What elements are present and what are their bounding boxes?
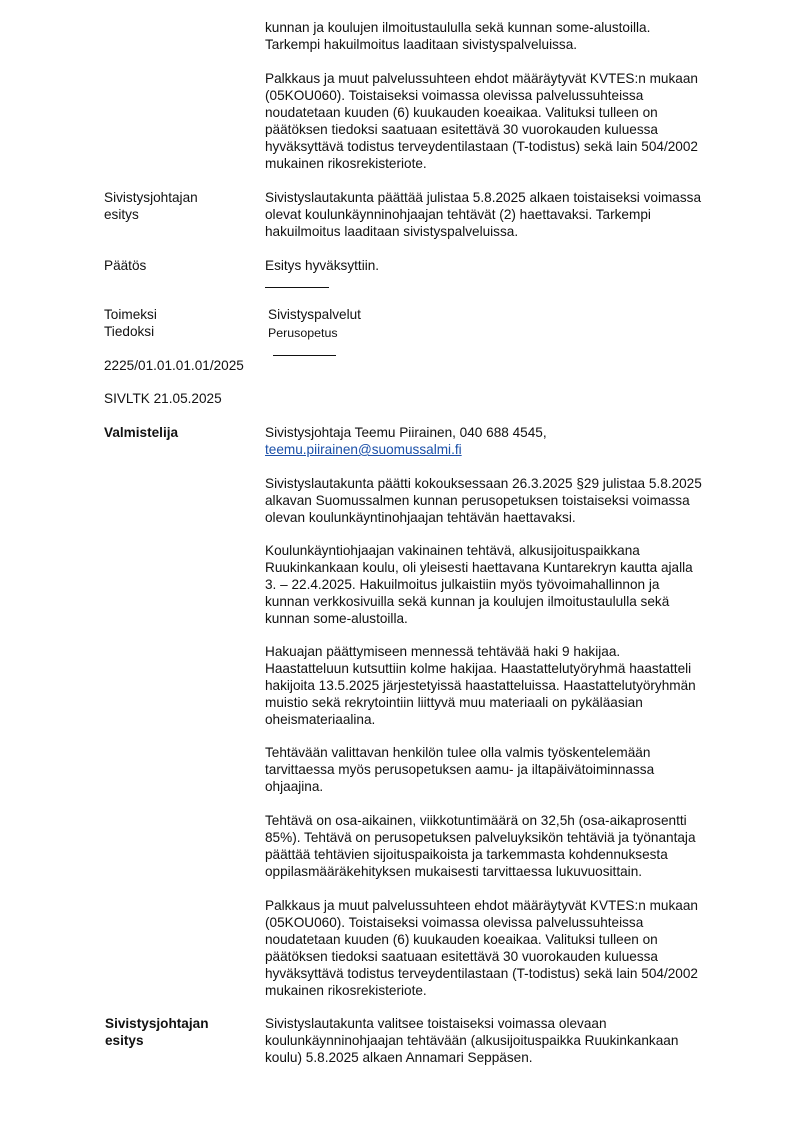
separator-rule xyxy=(265,287,329,288)
text-line: alkavan Suomussalmen kunnan perusopetuksen toistaiseksi voimassa xyxy=(265,493,690,508)
text-line: muistio sekä rekrytointiin liittyvä muu materiaali on pykäläasian xyxy=(265,695,643,710)
text-line: hyväksyttävä todistus terveydentilastaan (T-todistus) sekä lain 504/2002 xyxy=(265,966,698,981)
text-line: mukainen rikosrekisteriote. xyxy=(265,983,427,998)
text-line: kunnan verkkosivuilla sekä kunnan ja koulujen ilmoitustaululla sekä xyxy=(265,594,670,609)
esitys-text-line: hakuilmoitus laaditaan sivistyspalveluissa. xyxy=(265,224,519,239)
text-line: kunnan some-alustoilla. xyxy=(265,611,408,626)
text-line: Palkkaus ja muut palvelussuhteen ehdot määräytyvät KVTES:n mukaan xyxy=(265,898,698,913)
text-line: (05KOU060). Toistaiseksi voimassa olevissa palvelussuhteissa xyxy=(265,915,644,930)
text-line: Hakuajan päättymiseen mennessä tehtävää haki 9 hakijaa. xyxy=(265,644,621,659)
text-line: 3. – 22.4.2025. Hakuilmoitus julkaistiin myös työvoimahallinnon ja xyxy=(265,577,660,592)
text-line: päätöksen tiedoksi saatuaan esitettävä 30 vuorokauden kuluessa xyxy=(265,949,658,964)
toimeksi-label: Toimeksi xyxy=(104,307,157,322)
esitys2-label-line2: esitys xyxy=(105,1033,144,1048)
esitys2-label-line1: Sivistysjohtajan xyxy=(105,1016,209,1031)
text-line: Sivistyslautakunta päätti kokouksessaan 26.3.2025 §29 julistaa 5.8.2025 xyxy=(265,476,702,491)
text-line: Palkkaus ja muut palvelussuhteen ehdot määräytyvät KVTES:n mukaan xyxy=(265,71,698,86)
esitys-label-line2: esitys xyxy=(104,207,139,222)
text-line: 85%). Tehtävä on perusopetuksen palveluyksikön tehtäviä ja työnantaja xyxy=(265,830,696,845)
tiedoksi-value: Perusopetus xyxy=(268,326,338,340)
text-line: mukainen rikosrekisteriote. xyxy=(265,156,427,171)
text-line: Tarkempi hakuilmoitus laaditaan sivistyspalveluissa. xyxy=(265,37,578,52)
paatos-label: Päätös xyxy=(104,258,147,273)
esitys2-text-line: Sivistyslautakunta valitsee toistaiseksi voimassa olevaan xyxy=(265,1016,607,1031)
meeting-code: SIVLTK 21.05.2025 xyxy=(104,391,222,406)
valmistelija-email-link[interactable]: teemu.piirainen@suomussalmi.fi xyxy=(265,442,462,457)
text-line: päätöksen tiedoksi saatuaan esitettävä 30 vuorokauden kuluessa xyxy=(265,122,658,137)
esitys2-text-line: koulu) 5.8.2025 alkaen Annamari Seppäsen. xyxy=(265,1050,533,1065)
text-line: päättää tehtävien sijoituspaikoista ja tarkemmasta kohdennuksesta xyxy=(265,847,668,862)
text-line: hyväksyttävä todistus terveydentilastaan (T-todistus) sekä lain 504/2002 xyxy=(265,139,698,154)
text-line: Tehtävä on osa-aikainen, viikkotuntimäärä on 32,5h (osa-aikaprosentti xyxy=(265,813,687,828)
case-number: 2225/01.01.01.01/2025 xyxy=(104,358,244,373)
text-line: oheismateriaalina. xyxy=(265,712,376,727)
esitys-text-line: olevat koulunkäynninohjaajan tehtävät (2) haettavaksi. Tarkempi xyxy=(265,207,651,222)
text-line: noudatetaan kuuden (6) kuukauden koeaikaa. Valituksi tulleen on xyxy=(265,932,658,947)
tiedoksi-label: Tiedoksi xyxy=(104,324,155,339)
text-line: ohjaajina. xyxy=(265,779,324,794)
esitys-label-line1: Sivistysjohtajan xyxy=(104,190,198,205)
text-line: hakijoita 13.5.2025 järjestetyissä haastatteluissa. Haastattelutyöryhmän xyxy=(265,678,696,693)
esitys-text-line: Sivistyslautakunta päättää julistaa 5.8.2025 alkaen toistaiseksi voimassa xyxy=(265,190,702,205)
valmistelija-name: Sivistysjohtaja Teemu Piirainen, 040 688 4545, xyxy=(265,425,547,440)
separator-rule xyxy=(273,355,336,356)
text-line: oppilasmääräkehityksen mukaisesti tarvittaessa lukuvuosittain. xyxy=(265,864,643,879)
text-line: Tehtävään valittavan henkilön tulee olla valmis työskentelemään xyxy=(265,745,651,760)
text-line: kunnan ja koulujen ilmoitustaululla sekä kunnan some-alustoilla. xyxy=(265,20,651,35)
paatos-text: Esitys hyväksyttiin. xyxy=(265,258,380,273)
text-line: Koulunkäyntiohjaajan vakinainen tehtävä, alkusijoituspaikkana xyxy=(265,543,640,558)
toimeksi-value: Sivistyspalvelut xyxy=(268,307,361,322)
text-line: noudatetaan kuuden (6) kuukauden koeaikaa. Valituksi tulleen on xyxy=(265,105,658,120)
text-line: (05KOU060). Toistaiseksi voimassa olevissa palvelussuhteissa xyxy=(265,88,644,103)
text-line: tarvittaessa myös perusopetuksen aamu- ja iltapäivätoiminnassa xyxy=(265,762,655,777)
text-line: olevan koulunkäyntinohjaajan tehtävän haettavaksi. xyxy=(265,510,576,525)
text-line: Haastatteluun kutsuttiin kolme hakijaa. Haastattelutyöryhmä haastatteli xyxy=(265,661,692,676)
text-line: Ruukinkankaan koulu, oli yleisesti haettavana Kuntarekryn kautta ajalla xyxy=(265,560,693,575)
esitys2-text-line: koulunkäynninohjaajan tehtävään (alkusijoituspaikka Ruukinkankaan xyxy=(265,1033,679,1048)
valmistelija-label: Valmistelija xyxy=(104,425,179,440)
